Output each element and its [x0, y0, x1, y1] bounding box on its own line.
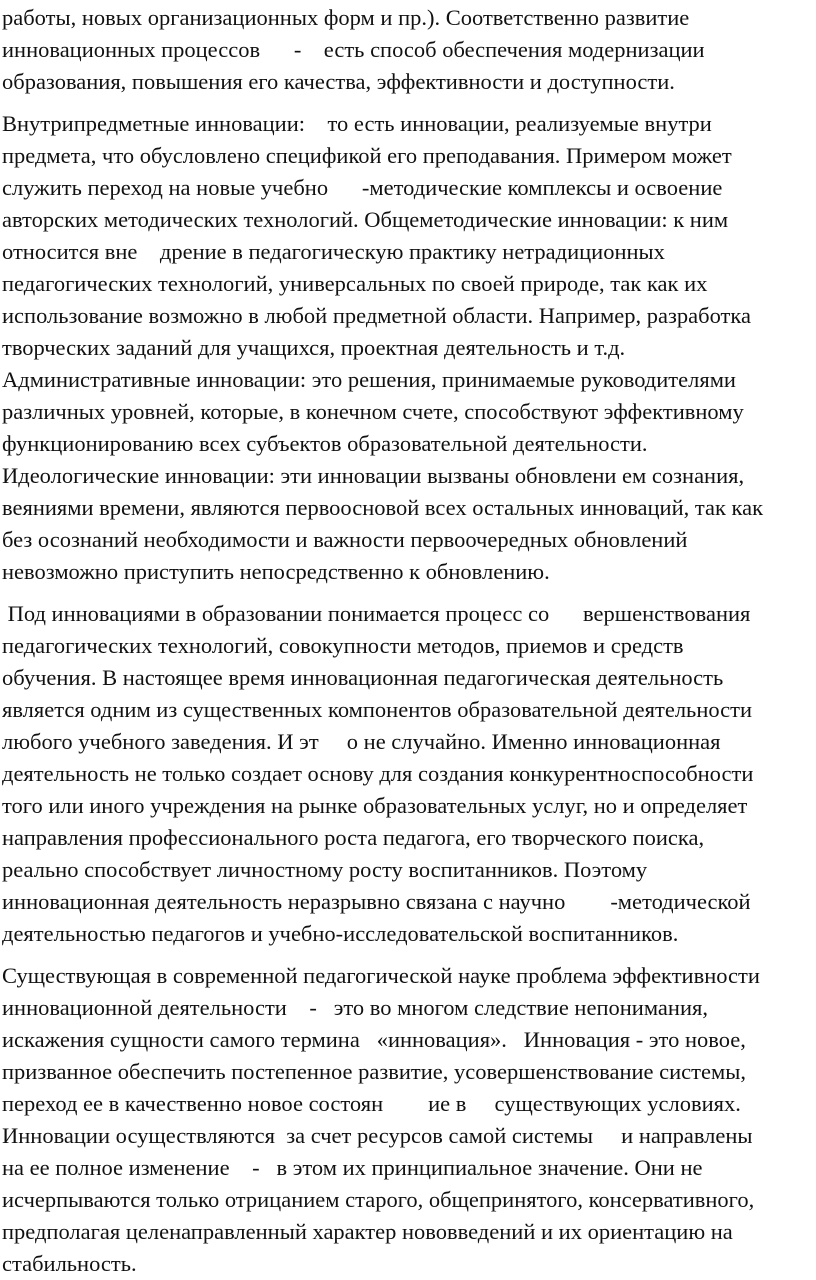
- text-line: Идеологические инновации: эти инновации вызваны обновлени ем сознания,: [2, 463, 745, 488]
- text-line: Под инновациями в образовании понимается процесс со вершенствования: [2, 601, 751, 626]
- text-line: реально способствует личностному росту воспитанников. Поэтому: [2, 857, 648, 882]
- text-line: предмета, что обусловлено спецификой его преподавания. Примером может: [2, 143, 732, 168]
- text-line: направления профессионального роста педагога, его творческого поиска,: [2, 825, 705, 850]
- text-line: служить переход на новые учебно -методические комплексы и освоение: [2, 175, 723, 200]
- text-line: авторских методических технологий. Общеметодические инновации: к ним: [2, 207, 729, 232]
- text-line: педагогических технологий, универсальных по своей природе, так как их: [2, 271, 708, 296]
- text-line: стабильность.: [2, 1251, 137, 1276]
- text-line: переход ее в качественно новое состоян ие в существующих условиях.: [2, 1091, 741, 1116]
- text-line: работы, новых организационных форм и пр.). Соответственно развитие: [2, 5, 690, 30]
- text-line: невозможно приступить непосредственно к обновлению.: [2, 559, 550, 584]
- text-line: образования, повышения его качества, эффективности и доступности.: [2, 69, 675, 94]
- text-line: инновационных процессов - есть способ обеспечения модернизации: [2, 37, 705, 62]
- text-line: любого учебного заведения. И эт о не случайно. Именно инновационная: [2, 729, 721, 754]
- text-line: деятельностью педагогов и учебно-исследовательской воспитанников.: [2, 921, 679, 946]
- text-line: относится вне дрение в педагогическую практику нетрадиционных: [2, 239, 665, 264]
- text-line: деятельность не только создает основу для создания конкурентноспособности: [2, 761, 754, 786]
- text-line: творческих заданий для учащихся, проектная деятельность и т.д.: [2, 335, 626, 360]
- text-line: инновационная деятельность неразрывно связана с научно -методической: [2, 889, 751, 914]
- text-line: искажения сущности самого термина «инновация». Инновация - это новое,: [2, 1027, 746, 1052]
- text-line: различных уровней, которые, в конечном счете, способствуют эффективному: [2, 399, 744, 424]
- text-line: того или иного учреждения на рынке образовательных услуг, но и определяет: [2, 793, 748, 818]
- text-line: Инновации осуществляются за счет ресурсов самой системы и направлены: [2, 1123, 753, 1148]
- text-line: веяниями времени, являются первоосновой всех остальных инноваций, так как: [2, 495, 764, 520]
- text-line: призванное обеспечить постепенное развитие, усовершенствование системы,: [2, 1059, 746, 1084]
- text-line: Существующая в современной педагогической науке проблема эффективности: [2, 963, 760, 988]
- text-line: предполагая целенаправленный характер нововведений и их ориентацию на: [2, 1219, 733, 1244]
- text-line: является одним из существенных компонентов образовательной деятельности: [2, 697, 753, 722]
- text-line: без осознаний необходимости и важности первоочередных обновлений: [2, 527, 688, 552]
- text-line: на ее полное изменение - в этом их принципиальное значение. Они не: [2, 1155, 703, 1180]
- text-line: исчерпываются только отрицанием старого, общепринятого, консервативного,: [2, 1187, 755, 1212]
- text-line: Внутрипредметные инновации: то есть инновации, реализуемые внутри: [2, 111, 712, 136]
- text-line: использование возможно в любой предметной области. Например, разработка: [2, 303, 751, 328]
- text-line: функционированию всех субъектов образовательной деятельности.: [2, 431, 648, 456]
- text-line: обучения. В настоящее время инновационная педагогическая деятельность: [2, 665, 724, 690]
- text-line: Административные инновации: это решения, принимаемые руководителями: [2, 367, 736, 392]
- text-line: педагогических технологий, совокупности методов, приемов и средств: [2, 633, 684, 658]
- text-line: инновационной деятельности - это во многом следствие непонимания,: [2, 995, 708, 1020]
